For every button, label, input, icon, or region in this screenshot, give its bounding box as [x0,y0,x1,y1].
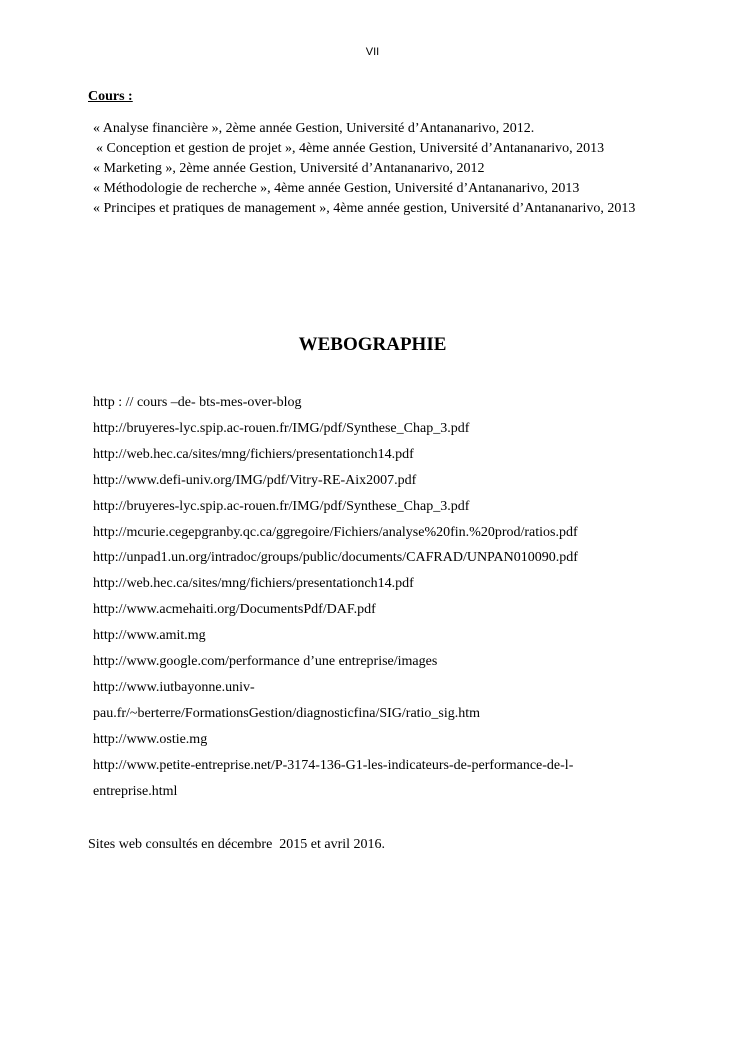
footer-note: Sites web consultés en décembre 2015 et avril 2016. [88,837,386,852]
webographie-line: http://mcurie.cegepgranby.qc.ca/ggregoire/Fichiers/analyse%20fin.%20prod/ratios.pdf [93,524,578,540]
cours-item: « Analyse financière », 2ème année Gestion, Université d’Antananarivo, 2012. [93,121,535,136]
cours-item: « Méthodologie de recherche », 4ème année Gestion, Université d’Antananarivo, 2013 [93,181,580,196]
webographie-line: http://www.iutbayonne.univ- [93,679,255,695]
cours-item: « Marketing », 2ème année Gestion, Université d’Antananarivo, 2012 [93,161,485,176]
cours-heading: Cours : [88,89,133,104]
webographie-line: http://www.defi-univ.org/IMG/pdf/Vitry-RE-Aix2007.pdf [93,472,417,488]
webographie-line: pau.fr/~berterre/FormationsGestion/diagnosticfina/SIG/ratio_sig.htm [93,705,481,721]
cours-list [93,119,635,219]
cours-item: « Principes et pratiques de management », 4ème année gestion, Université d’Antananarivo, 2013 [93,201,636,216]
webographie-line: http://www.amit.mg [93,628,206,644]
webographie-title: WEBOGRAPHIE [298,334,447,355]
webographie-line: http://web.hec.ca/sites/mng/fichiers/presentationch14.pdf [93,446,414,462]
webographie-line: http://www.petite-entreprise.net/P-3174-136-G1-les-indicateurs-de-performance-de-l- [93,757,574,773]
webographie-line: http://bruyeres-lyc.spip.ac-rouen.fr/IMG/pdf/Synthese_Chap_3.pdf [93,498,470,514]
webographie-list [93,390,578,805]
page-number: VII [365,46,380,58]
webographie-line: http : // cours –de- bts-mes-over-blog [93,395,302,410]
webographie-line: http://web.hec.ca/sites/mng/fichiers/presentationch14.pdf [93,576,414,592]
webographie-line: http://www.ostie.mg [93,731,208,747]
webographie-line: http://bruyeres-lyc.spip.ac-rouen.fr/IMG/pdf/Synthese_Chap_3.pdf [93,420,470,436]
webographie-line: http://unpad1.un.org/intradoc/groups/public/documents/CAFRAD/UNPAN010090.pdf [93,550,578,566]
webographie-line: http://www.google.com/performance d’une entreprise/images [93,654,438,670]
webographie-line: http://www.acmehaiti.org/DocumentsPdf/DAF.pdf [93,602,376,618]
webographie-line: entreprise.html [93,783,178,799]
cours-item: « Conception et gestion de projet », 4ème année Gestion, Université d’Antananarivo, 2013 [96,141,605,156]
